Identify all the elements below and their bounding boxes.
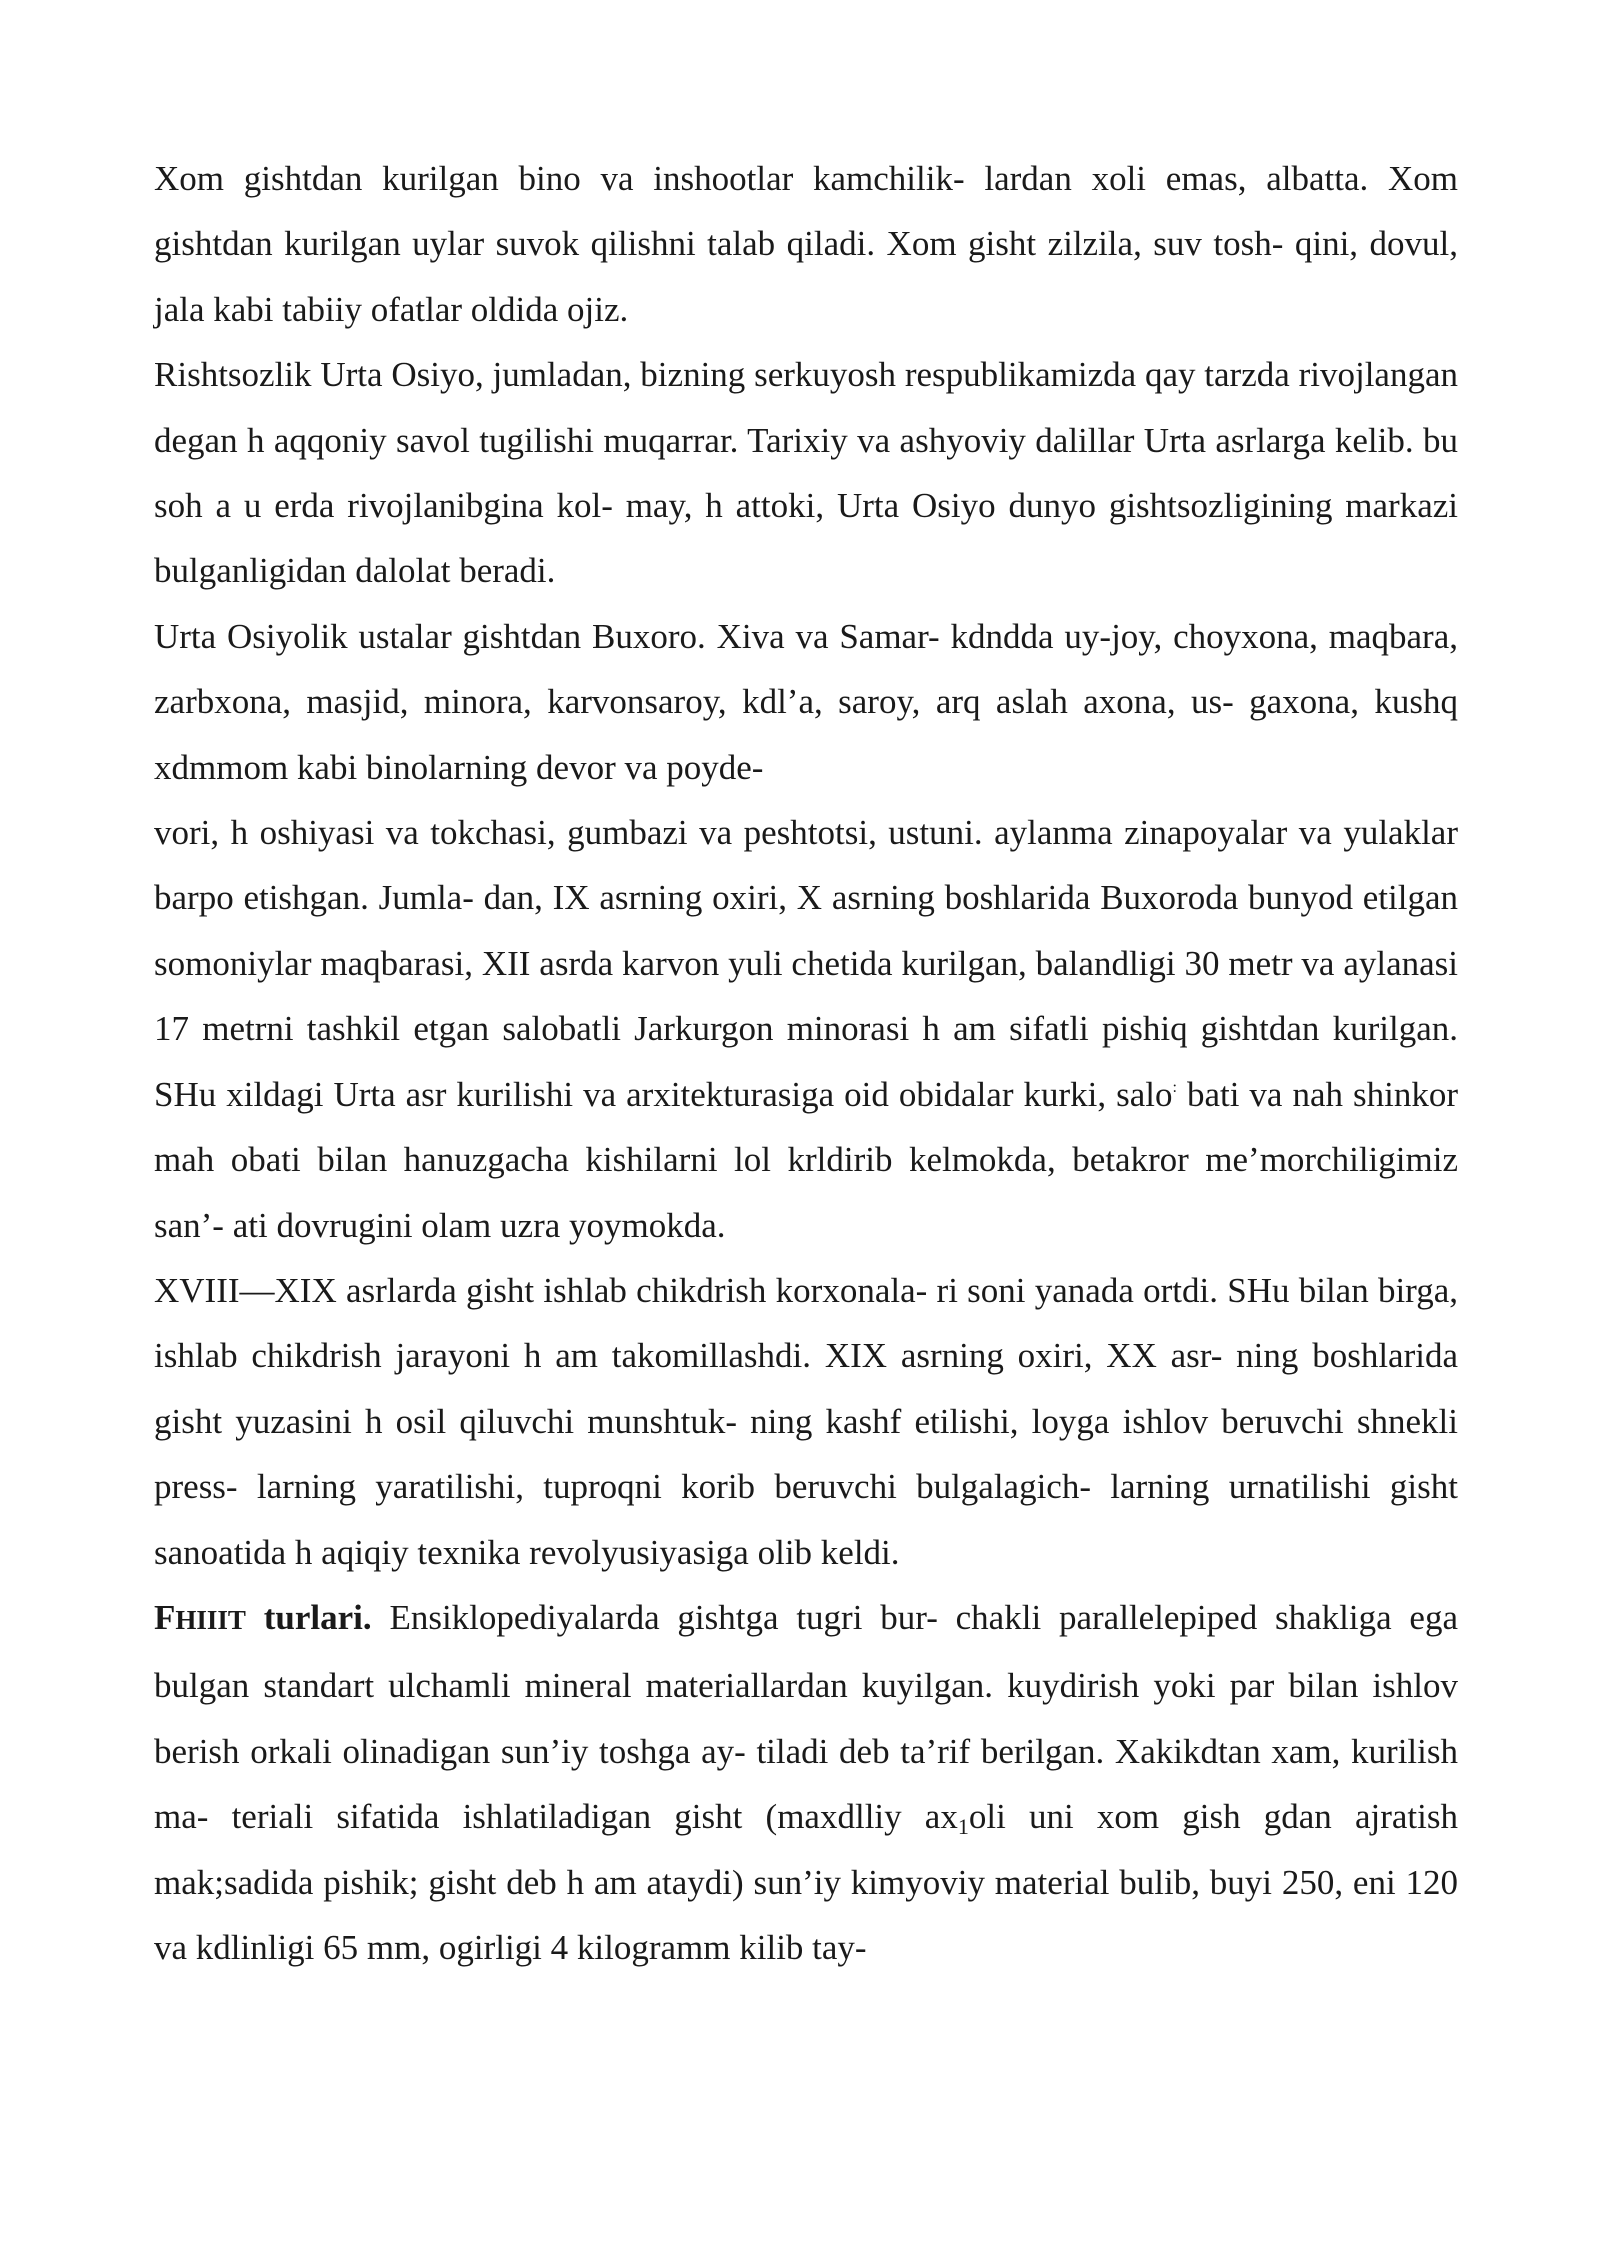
paragraph-4 — [154, 800, 1458, 1258]
paragraph-6-start: Ensiklopediyalarda gishtga tugri bur- chakli parallelepiped shakliga ega bulgan standart ulchamli mineral materiallardan kuyilgan. kuydirish yoki par bilan ishlov berish orkali olinadigan sun’iy toshga ay- tiladi deb ta’rif berilgan. Xakikdtan xam, kurilish ma- teriali sifatida ishlatiladigan gisht (maxdlliy ax — [154, 1597, 1459, 1837]
paragraph-1: Xom gishtdan kurilgan bino va inshootlar kamchilik- lardan xoli emas, albatta. Xom gishtdan kurilgan uylar suvok qilishni talab qiladi. Xom gisht zilzila, suv tosh- qini, dovul, jala kabi tabiiy ofatlar oldida ojiz. — [154, 159, 1458, 329]
paragraph-6-end: oli uni xom gish gdan ajratish mak;sadida pishik; gisht deb h am ataydi) sun’iy kimyoviy material bulib, buyi 250, eni 120 va kdlinligi 65 mm, ogirligi 4 kilogramm kilib tay- — [154, 1797, 1458, 1967]
document-page — [154, 146, 1458, 1980]
paragraph-2: Rishtsozlik Urta Osiyo, jumladan, bizning serkuyosh respublikamizda qay tarzda rivojlangan degan h aqqoniy savol tugilishi muqarrar. Tarixiy va ashyoviy dalillar Urta asrlarga kelib. bu soh a u erda rivojlanibgina kol- may, h attoki, Urta Osiyo dunyo gishtsozligining markazi bulganligidan dalolat beradi. — [154, 355, 1458, 591]
paragraph-3: Urta Osiyolik ustalar gishtdan Buxoro. Xiva va Samar- kdndda uy-joy, choyxona, maqbara, zarbxona, masjid, minora, karvonsaroy, kdl’a, saroy, arq aslah axona, us- gaxona, kushq xdmmom kabi binolarning devor va poyde- — [154, 616, 1458, 787]
paragraph-6-subscript: 1 — [957, 1814, 969, 1840]
section-heading-cap: F — [154, 1597, 176, 1637]
paragraph-4-mark: : — [1172, 1078, 1177, 1096]
section-heading-smallcaps: HIIIT — [175, 1604, 246, 1635]
section-heading — [154, 1598, 372, 1637]
paragraph-4-end: bati va nah shinkor mah obati bilan hanuzgacha kishilarni lol krldirib kelmokda, betakror me’morchiligimiz san’- ati dovrugini olam uzra yoymokda. — [154, 1074, 1458, 1245]
paragraph-6 — [154, 1585, 1458, 1980]
section-heading-rest: turlari. — [245, 1597, 372, 1637]
paragraph-5: XVIII—XIX asrlarda gisht ishlab chikdrish korxonala- ri soni yanada ortdi. SHu bilan birga, ishlab chikdrish jarayoni h am takomillashdi. XIX asrning oxiri, XX asr- ning boshlarida gisht yuzasini h osil qiluvchi munshtuk- ning kashf etilishi, loyga ishlov beruvchi shnekli press- larning yaratilishi, tuproqni korib beruvchi bulgalagich- larning urnatilishi gisht sanoatida h aqiqiy texnika revolyusiyasiga olib keldi. — [154, 1270, 1458, 1572]
paragraph-4-start: vori, h oshiyasi va tokchasi, gumbazi va peshtotsi, ustuni. aylanma zinapoyalar va yulaklar barpo etishgan. Jumla- dan, IX asrning oxiri, X asrning boshlarida Buxoroda bunyod etilgan somoniylar maqbarasi, XII asrda karvon yuli chetida kurilgan, balandligi 30 metr va aylanasi 17 metrni tashkil etgan salobatli Jarkurgon minorasi h am sifatli pishiq gishtdan kurilgan. SHu xildagi Urta asr kurilishi va arxitekturasiga oid obidalar kurki, salo — [154, 813, 1458, 1114]
